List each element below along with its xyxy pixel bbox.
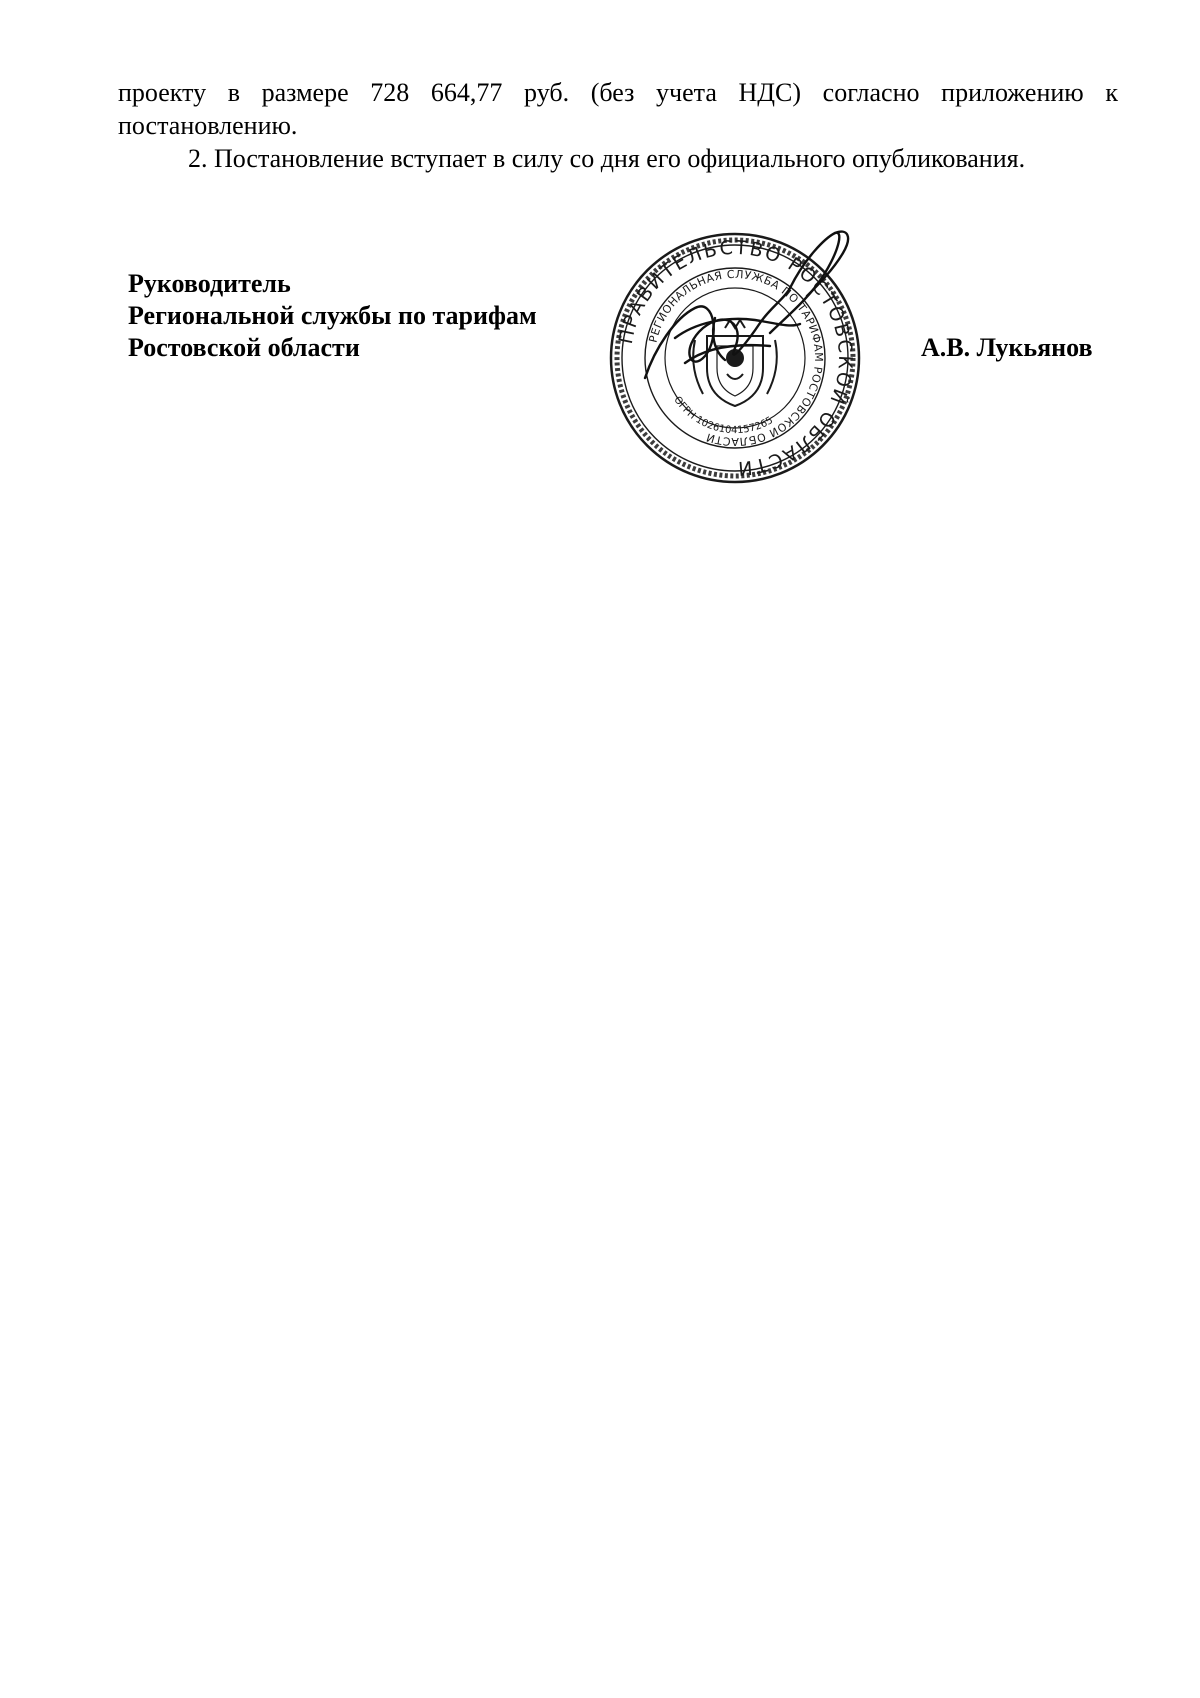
paragraph-1-line-1: проекту в размере 728 664,77 руб. (без учета НДС) согласно приложению к xyxy=(118,78,1118,107)
document-body xyxy=(118,76,1118,175)
paragraph-1-line-2: постановлению. xyxy=(118,111,298,140)
coat-of-arms-icon xyxy=(693,320,777,406)
signatory-name: А.В. Лукьянов xyxy=(921,333,1093,362)
stamp-outer-text: ПРАВИТЕЛЬСТВО РОСТОВСКОЙ ОБЛАСТИ xyxy=(614,236,857,480)
paragraph-2: 2. Постановление вступает в силу со дня его официального опубликования. xyxy=(188,144,1026,173)
stamp-ogrn-text: ОГРН 1026104157265 xyxy=(671,394,776,437)
official-stamp xyxy=(585,228,885,488)
position-line-2: Региональной службы по тарифам xyxy=(128,301,537,330)
position-line-3: Ростовской области xyxy=(128,333,360,362)
signatory-position xyxy=(128,268,537,364)
paragraph-1 xyxy=(118,76,1118,142)
stamp-inner-text: РЕГИОНАЛЬНАЯ СЛУЖБА ПО ТАРИФАМ РОСТОВСКОЙ ОБЛАСТИ xyxy=(646,267,826,449)
position-line-1: Руководитель xyxy=(128,269,291,298)
